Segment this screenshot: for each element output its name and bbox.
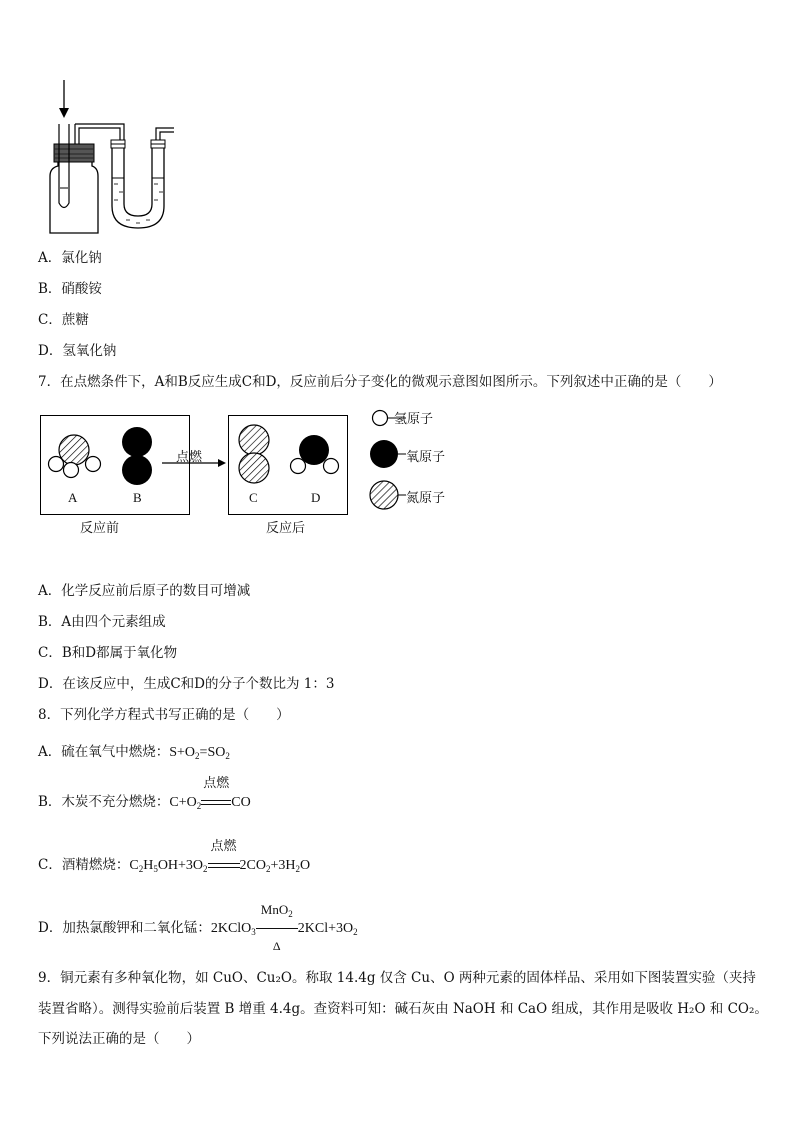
equation-d: 2KClO$_3$ MnO$_2$ Δ $2KCl+3O_2$ [211, 921, 358, 936]
condition-ignite-c: 点燃 [210, 839, 237, 854]
q8-option-d [38, 902, 358, 953]
q7-stem: 7．在点燃条件下，A和B反应生成C和D，反应前后分子变化的微观示意图如图所示。下列叙述中正确的是（ ） [38, 374, 722, 390]
equation-c: $C_2H_5OH+3O_2$ 点燃 $2CO_2+3H_2O$ [129, 839, 311, 874]
condition-heat: Δ [272, 939, 281, 953]
q7-option-b: B．A由四个元素组成 [38, 614, 166, 630]
equation-a: $S+O_2=SO_2$ [169, 745, 230, 761]
apparatus-figure [40, 78, 180, 238]
q8-option-b [38, 776, 251, 813]
q9-line-3: 下列说法正确的是（ ） [38, 1031, 200, 1047]
label-b: B [133, 490, 142, 505]
catalyst-label: MnO$_2$ [260, 902, 293, 919]
condition-ignite-b: 点燃 [203, 776, 230, 791]
legend-oxygen: 氧原子 [406, 450, 446, 465]
q8-option-a [38, 742, 230, 763]
q8-b-prefix: B．木炭不充分燃烧： [38, 794, 170, 810]
molecule-b [122, 427, 152, 485]
legend-hydrogen: 氢原子 [394, 412, 434, 427]
molecule-d [291, 435, 339, 474]
q6-option-a: A．氯化钠 [38, 250, 102, 266]
arrow-label: 点燃 [176, 450, 203, 465]
after-caption: 反应后 [266, 521, 306, 536]
q7-option-a: A．化学反应前后原子的数目可增减 [38, 583, 251, 599]
molecule-a [49, 435, 101, 478]
equation-b: $C+O_2$ 点燃 CO [169, 776, 251, 811]
molecule-c [239, 425, 269, 483]
q8-option-c [38, 839, 311, 876]
q7-option-d: D．在该反应中，生成C和D的分子个数比为 1：3 [38, 676, 335, 692]
q8-a-prefix: A．硫在氧气中燃烧： [38, 744, 170, 760]
q9-line-2: 装置省略）。测得实验前后装置 B 增重 4.4g。查资料可知：碱石灰由 NaOH 和 CaO 组成，其作用是吸收 H₂O 和 CO₂。 [38, 1001, 768, 1017]
q7-option-c: C．B和D都属于氧化物 [38, 645, 178, 661]
q9-line-1: 9．铜元素有多种氧化物，如 CuO、Cu₂O。称取 14.4g 仅含 Cu、O 两种元素的固体样品、采用如下图装置实验（夹持 [38, 970, 756, 986]
label-a: A [68, 490, 78, 505]
q6-option-d: D．氢氧化钠 [38, 343, 117, 359]
label-d: D [311, 490, 321, 505]
q8-d-prefix: D．加热氯酸钾和二氧化锰： [38, 920, 211, 936]
legend-nitrogen: 氮原子 [406, 491, 446, 506]
q8-stem: 8．下列化学方程式书写正确的是（ ） [38, 707, 290, 723]
q8-c-prefix: C．酒精燃烧： [38, 857, 130, 873]
q6-option-b: B．硝酸铵 [38, 281, 102, 297]
label-c: C [249, 490, 258, 505]
q6-option-c: C．蔗糖 [38, 312, 89, 328]
molecule-graphics [40, 415, 350, 515]
before-caption: 反应前 [80, 521, 120, 536]
